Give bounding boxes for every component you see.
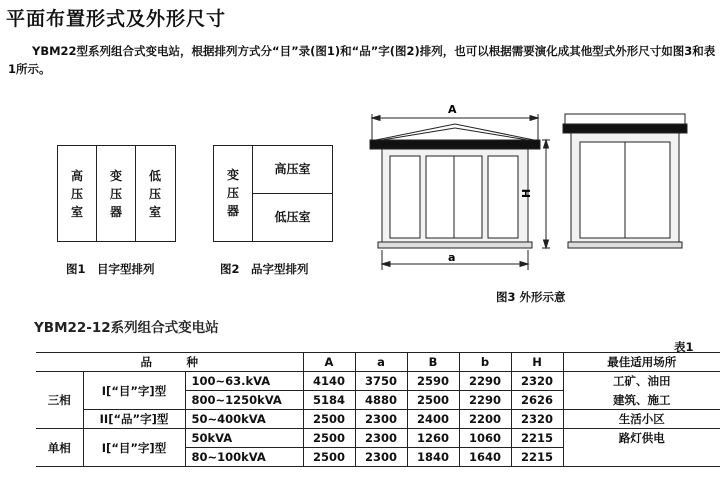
capacity-cell: 100~63.kVA [185,372,303,391]
dim-a-cell: 2300 [355,429,407,448]
fig2-divider [252,193,332,194]
fig1-room-low: 低 压 室 [148,169,161,219]
dim-a-cell: 4880 [355,391,407,410]
header-cell-H: H [511,353,563,372]
dim-b-cell: 2290 [459,372,511,391]
header-cell-A: A [303,353,355,372]
fig2-room-transformer: 变 压 器 [226,168,239,218]
dim-B-cell: 2590 [407,372,459,391]
header-cell-a: a [355,353,407,372]
fig1-room-transformer: 变 压 器 [109,169,122,219]
fig2-caption: 图2 品字型排列 [220,262,309,276]
capacity-cell: 80~100kVA [185,448,303,467]
place-cell: 建筑、施工 [563,391,720,410]
dim-H-cell: 2626 [511,391,563,410]
header-cell-b: b [459,353,511,372]
place-cell [563,448,720,467]
dim-A-cell: 4140 [303,372,355,391]
dim-A-cell: 2500 [303,448,355,467]
table-title: YBM22-12系列组合式变电站 [34,320,219,336]
dim-b-cell: 2200 [459,410,511,429]
type-cell: I[“目”字]型 [83,429,185,467]
place-cell: 工矿、油田 [563,372,720,391]
fig3-caption: 图3 外形示意 [496,290,566,304]
table-row [36,429,720,448]
dim-b-cell: 1060 [459,429,511,448]
dim-B-cell: 1260 [407,429,459,448]
dim-A-cell: 2500 [303,429,355,448]
dim-a-cell: 2300 [355,448,407,467]
fig1-layout [57,145,176,242]
capacity-cell: 50~400kVA [185,410,303,429]
type-cell: II[“品”字]型 [83,410,185,429]
fig3-side-view [563,114,687,248]
dim-A-cell: 5184 [303,391,355,410]
phase-cell: 三相 [36,372,83,429]
capacity-cell: 800~1250kVA [185,391,303,410]
table-header-row [36,353,720,372]
fig3-drawing [360,100,700,275]
fig3-label-A: A [448,103,457,116]
phase-cell: 单相 [36,429,83,467]
spec-table [36,352,720,467]
header-cell-variety: 品 种 [36,353,303,372]
dim-H-cell: 2215 [511,448,563,467]
dim-b-cell: 1640 [459,448,511,467]
header-cell-B: B [407,353,459,372]
dim-H-cell: 2320 [511,372,563,391]
fig3-label-a: a [448,251,456,264]
place-cell: 生活小区 [563,410,720,429]
fig1-caption: 图1 目字型排列 [66,262,155,276]
fig2-room-low: 低压室 [274,210,311,224]
capacity-cell: 50kVA [185,429,303,448]
fig1-room-high: 高 压 室 [70,169,83,219]
fig2-room-high: 高压室 [274,162,311,176]
dim-B-cell: 2500 [407,391,459,410]
fig2-layout [213,145,333,242]
table-number: 表1 [674,340,694,354]
dim-B-cell: 2400 [407,410,459,429]
page-title: 平面布置形式及外形尺寸 [6,8,227,30]
dim-b-cell: 2290 [459,391,511,410]
dim-H-cell: 2215 [511,429,563,448]
dim-a-cell: 2300 [355,410,407,429]
fig3-label-H: H [520,188,533,198]
dim-H-cell: 2320 [511,410,563,429]
intro-text: YBM22型系列组合式变电站，根据排列方式分“目”录(图1)和“品”字(图2)排列，也可以根据需要演化成其他型式外形尺寸如图3和表1所示。 [8,44,716,76]
table-row [36,410,720,429]
dim-a-cell: 3750 [355,372,407,391]
dim-B-cell: 1840 [407,448,459,467]
place-cell: 路灯供电 [563,429,720,448]
header-cell-place: 最佳适用场所 [563,353,720,372]
table-row [36,372,720,391]
type-cell: I[“目”字]型 [83,372,185,410]
intro-paragraph [8,42,720,78]
dim-A-cell: 2500 [303,410,355,429]
